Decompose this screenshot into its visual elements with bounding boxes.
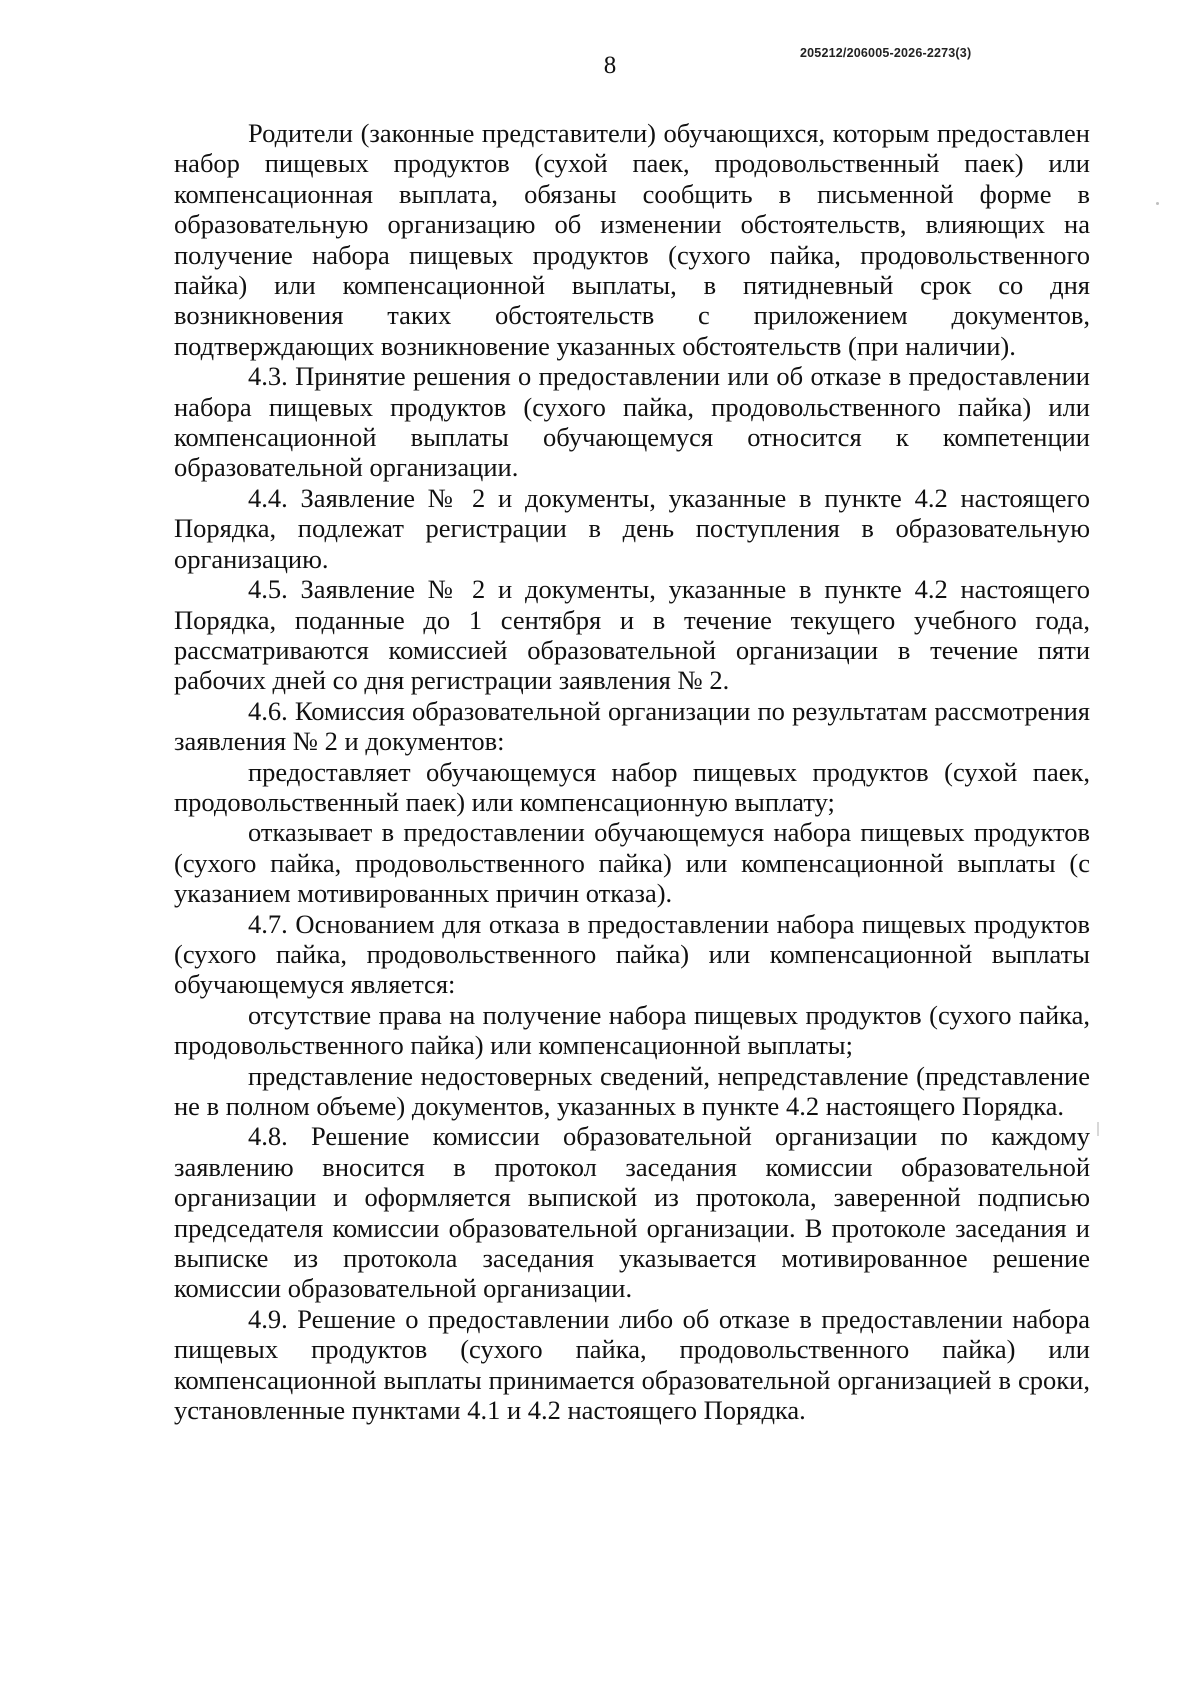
paragraph-4-4: 4.4. Заявление № 2 и документы, указанные в пункте 4.2 настоящего Порядка, подлежат регистрации в день поступления в образовательную организацию. bbox=[174, 482, 1090, 574]
page-number: 8 bbox=[603, 52, 617, 79]
document-registration-number: 205212/206005-2026-2273(3) bbox=[800, 46, 972, 60]
paragraph-4-3: 4.3. Принятие решения о предоставлении или об отказе в предоставлении набора пищевых продуктов (сухого пайка, продовольственного пайка) или компенсационной выплаты обучающемуся относится к компетенции образовательной организации. bbox=[174, 361, 1090, 483]
scan-mark bbox=[1097, 1122, 1099, 1136]
scan-speck bbox=[1156, 202, 1159, 205]
paragraph-4-8: 4.8. Решение комиссии образовательной организации по каждому заявлению вносится в протокол заседания комиссии образовательной организации и оформляется выпиской из протокола, заверенной подписью председателя комиссии образовательной организации. В протоколе заседания и выписке из протокола заседания указывается мотивированное решение комиссии образовательной организации. bbox=[174, 1121, 1090, 1304]
paragraph-4-7: 4.7. Основанием для отказа в предоставлении набора пищевых продуктов (сухого пайка, продовольственного пайка) или компенсационной выплаты обучающемуся является: bbox=[174, 908, 1090, 1000]
paragraph-4-7-no-right: отсутствие права на получение набора пищевых продуктов (сухого пайка, продовольственного пайка) или компенсационной выплаты; bbox=[174, 999, 1090, 1061]
paragraph-4-7-false-info: представление недостоверных сведений, непредставление (представление не в полном объеме) документов, указанных в пункте 4.2 настоящего Порядка. bbox=[174, 1060, 1090, 1121]
paragraph-4-9: 4.9. Решение о предоставлении либо об отказе в предоставлении набора пищевых продуктов (сухого пайка, продовольственного пайка) или компенсационной выплаты принимается образовательной организацией в сроки, установленные пунктами 4.1 и 4.2 настоящего Порядка. bbox=[174, 1303, 1090, 1426]
paragraph-4-6-grant: предоставляет обучающемуся набор пищевых продуктов (сухой паек, продовольственный паек) или компенсационную выплату; bbox=[174, 756, 1090, 817]
paragraph-4-6-refuse: отказывает в предоставлении обучающемуся набора пищевых продуктов (сухого пайка, продовольственного пайка) или компенсационной выплаты (с указанием мотивированных причин отказа). bbox=[174, 817, 1090, 909]
paragraph-4-6: 4.6. Комиссия образовательной организации по результатам рассмотрения заявления № 2 и документов: bbox=[174, 695, 1090, 757]
document-body bbox=[174, 118, 1090, 1425]
paragraph-4-5: 4.5. Заявление № 2 и документы, указанные в пункте 4.2 настоящего Порядка, поданные до 1 сентября и в течение текущего учебного года, рассматриваются комиссией образовательной организации в течение пяти рабочих дней со дня регистрации заявления № 2. bbox=[174, 574, 1090, 696]
paragraph-parents-obligation: Родители (законные представители) обучающихся, которым предоставлен набор пищевых продуктов (сухой паек, продовольственный паек) или компенсационная выплата, обязаны сообщить в письменной форме в образовательную организацию об изменении обстоятельств, влияющих на получение набора пищевых продуктов (сухого пайка, продовольственного пайка) или компенсационной выплаты, в пятидневный срок со дня возникновения таких обстоятельств с приложением документов, подтверждающих возникновение указанных обстоятельств (при наличии). bbox=[174, 118, 1090, 361]
